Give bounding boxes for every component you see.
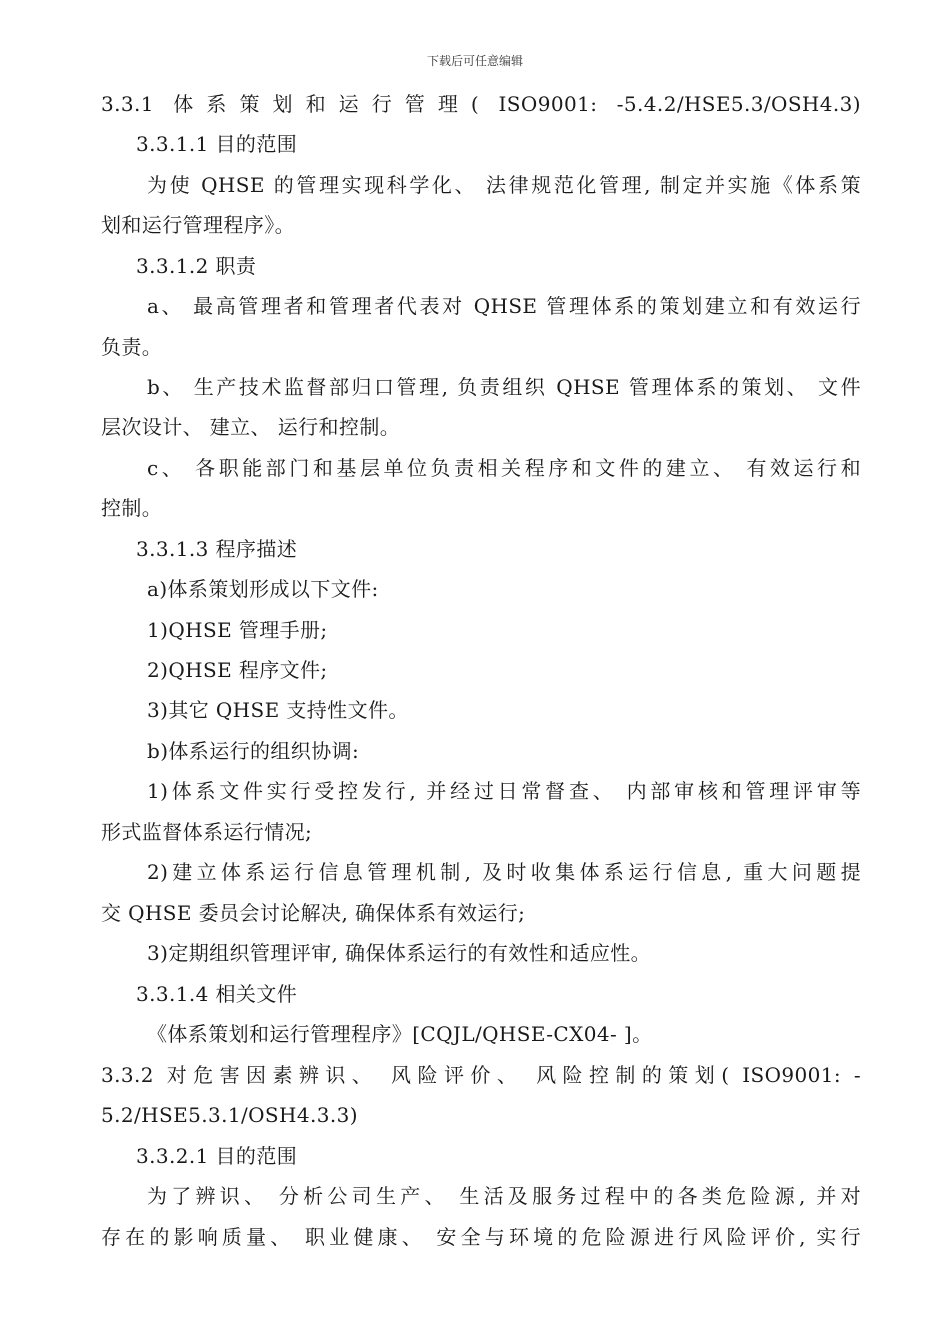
- list-item: b)体系运行的组织协调:: [147, 739, 360, 763]
- paragraph-line: b、 生产技术监督部归口管理, 负责组织 QHSE 管理体系的策划、 文件: [147, 375, 861, 399]
- paragraph-line: 交 QHSE 委员会讨论解决, 确保体系有效运行;: [101, 901, 526, 925]
- list-item: 1)QHSE 管理手册;: [147, 618, 328, 642]
- subheading-3-3-1-4: 3.3.1.4 相关文件: [136, 982, 298, 1006]
- paragraph-line: a、 最高管理者和管理者代表对 QHSE 管理体系的策划建立和有效运行: [147, 294, 861, 318]
- list-item: a)体系策划形成以下文件:: [147, 577, 379, 601]
- list-item: 2)QHSE 程序文件;: [147, 658, 328, 682]
- subheading-3-3-2-1: 3.3.2.1 目的范围: [136, 1144, 298, 1168]
- paragraph-line: 负责。: [101, 335, 163, 359]
- list-item: 2)建立体系运行信息管理机制, 及时收集体系运行信息, 重大问题提: [147, 860, 861, 884]
- related-document: 《体系策划和运行管理程序》[CQJL/QHSE-CX04- ]。: [147, 1022, 653, 1046]
- list-item: 1)体系文件实行受控发行, 并经过日常督查、 内部审核和管理评审等: [147, 779, 861, 803]
- section-heading-3-3-2: 3.3.2 对危害因素辨识、 风险评价、 风险控制的策划( ISO9001: -: [101, 1063, 861, 1087]
- subheading-3-3-1-3: 3.3.1.3 程序描述: [136, 537, 298, 561]
- paragraph-line: c、 各职能部门和基层单位负责相关程序和文件的建立、 有效运行和: [147, 456, 861, 480]
- section-heading-3-3-1: 3.3.1 体系策划和运行管理( ISO9001: -5.4.2/HSE5.3/OSH4.3): [101, 92, 861, 116]
- paragraph-line: 划和运行管理程序》。: [101, 213, 295, 237]
- subheading-3-3-1-1: 3.3.1.1 目的范围: [136, 132, 298, 156]
- subheading-3-3-1-2: 3.3.1.2 职责: [136, 254, 257, 278]
- paragraph-line: 层次设计、 建立、 运行和控制。: [101, 415, 401, 439]
- list-item: 3)定期组织管理评审, 确保体系运行的有效性和适应性。: [147, 941, 652, 965]
- paragraph-line: 为了辨识、 分析公司生产、 生活及服务过程中的各类危险源, 并对: [147, 1184, 861, 1208]
- page-header-note: 下载后可任意编辑: [426, 54, 523, 68]
- list-item: 3)其它 QHSE 支持性文件。: [147, 698, 409, 722]
- section-heading-continuation: 5.2/HSE5.3.1/OSH4.3.3): [101, 1103, 358, 1127]
- paragraph-line: 控制。: [101, 496, 163, 520]
- paragraph-line: 形式监督体系运行情况;: [101, 820, 313, 844]
- paragraph-line: 为使 QHSE 的管理实现科学化、 法律规范化管理, 制定并实施《体系策: [147, 173, 861, 197]
- paragraph-line: 存在的影响质量、 职业健康、 安全与环境的危险源进行风险评价, 实行: [101, 1225, 861, 1249]
